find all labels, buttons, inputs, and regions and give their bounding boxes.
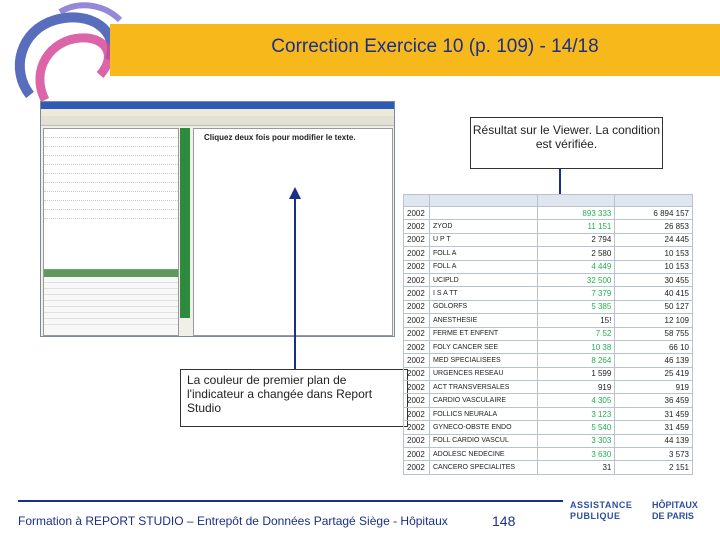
table-row [404, 354, 693, 367]
rs-list-item [44, 156, 178, 165]
table-value1-cell: 7 379 [537, 287, 615, 300]
table-value1-cell: 8 264 [537, 354, 615, 367]
table-year-cell: 2002 [404, 434, 430, 447]
table-label-cell: FOLL CARDIO VASCUL [429, 434, 537, 447]
table-row [404, 287, 693, 300]
table-header-cell [429, 195, 537, 207]
table-label-cell: GYNECO-OBSTE ENDO [429, 421, 537, 434]
table-row [404, 247, 693, 260]
table-value2-cell: 36 459 [615, 394, 693, 407]
table-year-cell: 2002 [404, 327, 430, 340]
table-row [404, 394, 693, 407]
table-year-cell: 2002 [404, 421, 430, 434]
table-year-cell: 2002 [404, 461, 430, 474]
table-value1-cell: 5 540 [537, 421, 615, 434]
rs-list-item [44, 201, 178, 210]
table-value1-cell: 7 52 [537, 327, 615, 340]
table-value1-cell: 2 580 [537, 247, 615, 260]
table-header-cell [404, 195, 430, 207]
table-year-cell: 2002 [404, 233, 430, 246]
table-year-cell: 2002 [404, 381, 430, 394]
table-value2-cell: 2 151 [615, 461, 693, 474]
rs-titlebar [41, 102, 394, 109]
table-label-cell: FOLL A [429, 260, 537, 273]
table-label-cell: FOLLICS NEURALA [429, 407, 537, 420]
table-year-cell: 2002 [404, 207, 430, 220]
table-header-row [404, 195, 693, 207]
table-value1-cell: 893 333 [537, 207, 615, 220]
rs-menubar [41, 109, 394, 116]
arrow-rs-to-callout [280, 185, 310, 375]
table-value2-cell: 6 894 157 [615, 207, 693, 220]
table-value1-cell: 2 794 [537, 233, 615, 246]
footer-divider [18, 500, 563, 502]
table-value1-cell: 4 449 [537, 260, 615, 273]
table-value1-cell: 5 385 [537, 300, 615, 313]
table-label-cell: ADOLESC NEDECINE [429, 448, 537, 461]
viewer-callout: Résultat sur le Viewer. La condition est vérifiée. [470, 117, 663, 169]
table-value2-cell: 40 415 [615, 287, 693, 300]
table-label-cell: CARDIO VASCULAIRE [429, 394, 537, 407]
table-value2-cell: 10 153 [615, 247, 693, 260]
rs-canvas-header: Cliquez deux fois pour modifier le texte. [204, 133, 356, 142]
table-row [404, 327, 693, 340]
table-year-cell: 2002 [404, 340, 430, 353]
table-value2-cell: 25 419 [615, 367, 693, 380]
table-label-cell: U P T [429, 233, 537, 246]
table-value2-cell: 919 [615, 381, 693, 394]
table-label-cell: URGENCES RESEAU [429, 367, 537, 380]
table-value1-cell: 32 500 [537, 273, 615, 286]
rs-canvas-row [194, 146, 392, 154]
table-row [404, 220, 693, 233]
table-year-cell: 2002 [404, 300, 430, 313]
table-value2-cell: 50 127 [615, 300, 693, 313]
table-label-cell: UCIPLD [429, 273, 537, 286]
table-value2-cell: 3 573 [615, 448, 693, 461]
table-value2-cell: 66 10 [615, 340, 693, 353]
table-value2-cell: 26 853 [615, 220, 693, 233]
logo-line: DE PARIS [652, 511, 694, 521]
table-label-cell: FOLL A [429, 247, 537, 260]
logo-line: ASSISTANCE [570, 500, 633, 510]
rs-list-item [44, 210, 178, 219]
rs-canvas-row [194, 154, 392, 162]
rs-list-item [44, 138, 178, 147]
table-year-cell: 2002 [404, 394, 430, 407]
table-value1-cell: 15! [537, 314, 615, 327]
rs-canvas-row [194, 162, 392, 170]
table-value2-cell: 46 139 [615, 354, 693, 367]
table-label-cell: ZYOD [429, 220, 537, 233]
rs-list-item [44, 165, 178, 174]
table-value1-cell: 11 151 [537, 220, 615, 233]
rs-list-item [44, 147, 178, 156]
rs-canvas-row [194, 170, 392, 178]
table-value2-cell: 10 153 [615, 260, 693, 273]
table-year-cell: 2002 [404, 220, 430, 233]
table-header-cell [615, 195, 693, 207]
rs-list-item [44, 183, 178, 192]
table-row [404, 260, 693, 273]
table-row [404, 273, 693, 286]
table-row [404, 448, 693, 461]
report-studio-screenshot [40, 101, 395, 337]
table-value1-cell: 10 38 [537, 340, 615, 353]
table-value1-cell: 3 303 [537, 434, 615, 447]
table-value1-cell: 3 630 [537, 448, 615, 461]
logo-line: PUBLIQUE [570, 511, 621, 521]
rs-list-item [44, 174, 178, 183]
table-row [404, 461, 693, 474]
table-value1-cell: 31 [537, 461, 615, 474]
table-label-cell: GOLORFS [429, 300, 537, 313]
table-row [404, 314, 693, 327]
table-row [404, 407, 693, 420]
report-studio-callout: La couleur de premier plan de l'indicateur a changée dans Report Studio [180, 369, 408, 427]
rs-explorer-bar [180, 128, 190, 318]
table-year-cell: 2002 [404, 247, 430, 260]
logo-line: HÔPITAUX [652, 500, 698, 510]
rs-toolbar [41, 116, 394, 126]
rs-list-item [44, 192, 178, 201]
table-year-cell: 2002 [404, 314, 430, 327]
table-label-cell: I S A TT [429, 287, 537, 300]
table-value1-cell: 1 599 [537, 367, 615, 380]
table-value1-cell: 3 123 [537, 407, 615, 420]
rs-list-item [44, 129, 178, 138]
rs-properties-pane [44, 269, 178, 335]
aphp-logo [570, 500, 720, 530]
table-row [404, 367, 693, 380]
table-year-cell: 2002 [404, 287, 430, 300]
page-number: 148 [492, 513, 516, 529]
footer-text: Formation à REPORT STUDIO – Entrepôt de Données Partagé Siège - Hôpitaux [18, 514, 448, 528]
table-row [404, 207, 693, 220]
table-row [404, 381, 693, 394]
table-label-cell: FERME ET ENFENT [429, 327, 537, 340]
table-value2-cell: 58 755 [615, 327, 693, 340]
table-value1-cell: 4 305 [537, 394, 615, 407]
table-label-cell [429, 207, 537, 220]
rs-properties-header [44, 270, 178, 277]
rs-insertable-objects-pane [43, 128, 179, 336]
table-value2-cell: 31 459 [615, 407, 693, 420]
table-year-cell: 2002 [404, 407, 430, 420]
table-year-cell: 2002 [404, 367, 430, 380]
table-year-cell: 2002 [404, 260, 430, 273]
table-label-cell: ACT TRANSVERSALES [429, 381, 537, 394]
table-value2-cell: 24 445 [615, 233, 693, 246]
rs-property-row [44, 319, 178, 325]
table-value2-cell: 30 455 [615, 273, 693, 286]
slide-title: Correction Exercice 10 (p. 109) - 14/18 [271, 36, 599, 57]
table-value2-cell: 44 139 [615, 434, 693, 447]
viewer-result-table [403, 194, 693, 475]
table-label-cell: MED SPECIALISEES [429, 354, 537, 367]
table-value2-cell: 31 459 [615, 421, 693, 434]
table-row [404, 340, 693, 353]
table-year-cell: 2002 [404, 273, 430, 286]
table-label-cell: FOLY CANCER SEE [429, 340, 537, 353]
table-row [404, 233, 693, 246]
table-year-cell: 2002 [404, 448, 430, 461]
table-row [404, 434, 693, 447]
table-label-cell: CANCERO SPECIALITES [429, 461, 537, 474]
table-row [404, 421, 693, 434]
table-label-cell: ANESTHESIE [429, 314, 537, 327]
table-year-cell: 2002 [404, 354, 430, 367]
table-row [404, 300, 693, 313]
table-value2-cell: 12 109 [615, 314, 693, 327]
table-value1-cell: 919 [537, 381, 615, 394]
table-header-cell [537, 195, 615, 207]
